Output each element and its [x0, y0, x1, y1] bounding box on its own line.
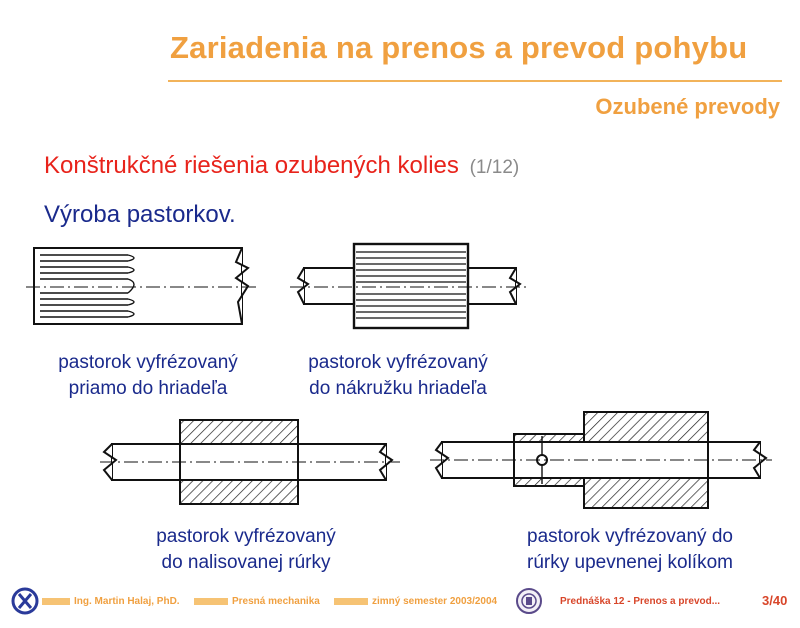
drawing-collar-pinion [290, 244, 528, 328]
section-heading-text: Konštrukčné riešenia ozubených kolies [44, 152, 459, 179]
footer-course: Presná mechanika [232, 596, 320, 607]
slide-title: Zariadenia na prenos a prevod pohybu [170, 30, 748, 65]
caption-pressed-tube-pinion: pastorok vyfrézovaný do nalisovanej rúrky [156, 526, 336, 573]
faculty-logo-icon [10, 586, 40, 616]
drawing-pinned-tube-pinion [430, 412, 772, 508]
drawing-shaft-pinion [26, 248, 258, 324]
section-subheading: Výroba pastorkov. [44, 201, 236, 228]
footer-bar [334, 598, 368, 605]
caption-pinned-tube-pinion: pastorok vyfrézovaný do rúrky upevnenej kolíkom [527, 526, 733, 573]
footer-author: Ing. Martin Halaj, PhD. [74, 596, 180, 607]
footer-bar [194, 598, 228, 605]
page-number: 3/40 [762, 593, 788, 608]
university-seal-icon [514, 586, 544, 616]
slide-subtitle: Ozubené prevody [595, 94, 780, 119]
slide-counter: (1/12) [469, 157, 520, 178]
slide-footer [0, 582, 800, 622]
drawing-pressed-tube-pinion [100, 420, 400, 504]
caption-collar-pinion: pastorok vyfrézovaný do nákružku hriadeľa [308, 352, 488, 399]
caption-shaft-pinion: pastorok vyfrézovaný priamo do hriadeľa [58, 352, 238, 399]
footer-bar [42, 598, 70, 605]
footer-semester: zimný semester 2003/2004 [372, 596, 498, 607]
footer-lecture: Prednáška 12 - Prenos a prevod... [560, 596, 721, 607]
